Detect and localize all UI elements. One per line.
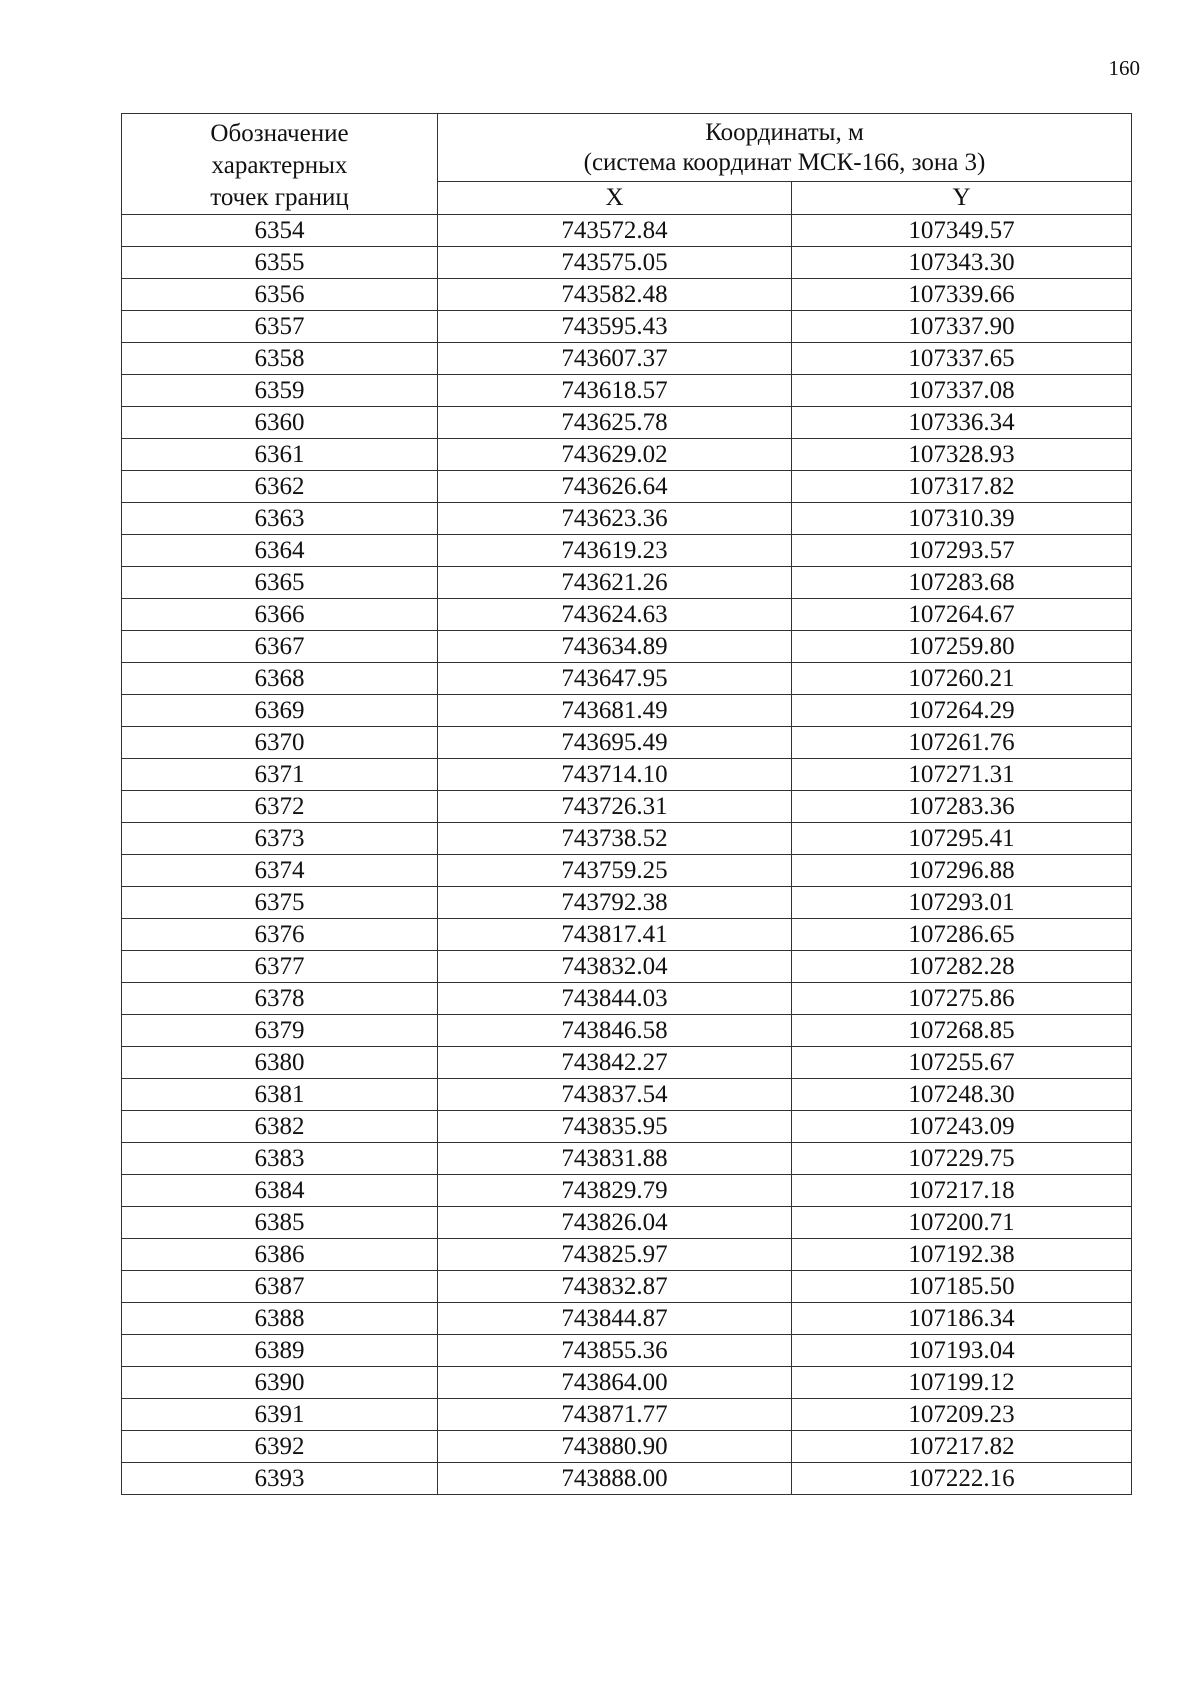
- x-coordinate-cell: 743629.02: [438, 439, 792, 471]
- x-coordinate-cell: 743714.10: [438, 759, 792, 791]
- point-id-cell: 6390: [122, 1367, 438, 1399]
- x-coordinate-cell: 743647.95: [438, 663, 792, 695]
- point-id-cell: 6355: [122, 247, 438, 279]
- x-coordinate-cell: 743607.37: [438, 343, 792, 375]
- table-row: [122, 1015, 1132, 1047]
- y-coordinate-cell: 107217.18: [792, 1175, 1132, 1207]
- table-row: [122, 695, 1132, 727]
- point-id-cell: 6366: [122, 599, 438, 631]
- x-coordinate-cell: 743759.25: [438, 855, 792, 887]
- point-id-cell: 6378: [122, 983, 438, 1015]
- point-id-cell: 6392: [122, 1431, 438, 1463]
- table-row: [122, 1239, 1132, 1271]
- point-id-cell: 6370: [122, 727, 438, 759]
- y-coordinate-cell: 107264.29: [792, 695, 1132, 727]
- x-coordinate-cell: 743825.97: [438, 1239, 792, 1271]
- point-id-cell: 6371: [122, 759, 438, 791]
- table-row: [122, 279, 1132, 311]
- table-row: [122, 343, 1132, 375]
- y-coordinate-cell: 107222.16: [792, 1463, 1132, 1495]
- x-coordinate-cell: 743871.77: [438, 1399, 792, 1431]
- x-coordinate-cell: 743842.27: [438, 1047, 792, 1079]
- table-row: [122, 1207, 1132, 1239]
- x-coordinate-cell: 743837.54: [438, 1079, 792, 1111]
- y-coordinate-cell: 107264.67: [792, 599, 1132, 631]
- y-coordinate-cell: 107243.09: [792, 1111, 1132, 1143]
- x-coordinate-cell: 743831.88: [438, 1143, 792, 1175]
- point-id-cell: 6372: [122, 791, 438, 823]
- x-coordinate-cell: 743624.63: [438, 599, 792, 631]
- table-row: [122, 311, 1132, 343]
- y-coordinate-cell: 107295.41: [792, 823, 1132, 855]
- point-id-cell: 6384: [122, 1175, 438, 1207]
- table-row: [122, 823, 1132, 855]
- y-coordinate-cell: 107293.57: [792, 535, 1132, 567]
- x-coordinate-cell: 743864.00: [438, 1367, 792, 1399]
- y-coordinate-cell: 107268.85: [792, 1015, 1132, 1047]
- x-coordinate-cell: 743844.03: [438, 983, 792, 1015]
- y-coordinate-cell: 107261.76: [792, 727, 1132, 759]
- x-coordinate-cell: 743855.36: [438, 1335, 792, 1367]
- point-id-cell: 6386: [122, 1239, 438, 1271]
- page-number: 160: [1108, 56, 1140, 80]
- table-row: [122, 983, 1132, 1015]
- table-row: [122, 1271, 1132, 1303]
- table-row: [122, 1143, 1132, 1175]
- point-id-cell: 6377: [122, 951, 438, 983]
- table-header: [122, 114, 1132, 215]
- x-coordinate-cell: 743829.79: [438, 1175, 792, 1207]
- y-coordinate-cell: 107259.80: [792, 631, 1132, 663]
- x-coordinate-cell: 743621.26: [438, 567, 792, 599]
- y-coordinate-cell: 107336.34: [792, 407, 1132, 439]
- point-id-cell: 6361: [122, 439, 438, 471]
- y-coordinate-cell: 107296.88: [792, 855, 1132, 887]
- x-coordinate-cell: 743634.89: [438, 631, 792, 663]
- table-row: [122, 631, 1132, 663]
- point-header-line: Обозначение: [210, 120, 349, 147]
- table-row: [122, 951, 1132, 983]
- y-coordinate-cell: 107337.65: [792, 343, 1132, 375]
- point-id-cell: 6365: [122, 567, 438, 599]
- y-coordinate-cell: 107293.01: [792, 887, 1132, 919]
- y-coordinate-cell: 107282.28: [792, 951, 1132, 983]
- x-coordinate-cell: 743619.23: [438, 535, 792, 567]
- table-row: [122, 1047, 1132, 1079]
- table-row: [122, 215, 1132, 247]
- x-coordinate-cell: 743738.52: [438, 823, 792, 855]
- table-row: [122, 663, 1132, 695]
- x-coordinate-cell: 743626.64: [438, 471, 792, 503]
- y-coordinate-cell: 107217.82: [792, 1431, 1132, 1463]
- table-row: [122, 471, 1132, 503]
- x-coordinate-cell: 743625.78: [438, 407, 792, 439]
- table-row: [122, 919, 1132, 951]
- point-id-cell: 6379: [122, 1015, 438, 1047]
- x-coordinate-cell: 743595.43: [438, 311, 792, 343]
- x-coordinate-cell: 743726.31: [438, 791, 792, 823]
- point-header-line: точек границ: [210, 184, 349, 211]
- point-header-line: характерных: [211, 152, 348, 179]
- point-id-cell: 6385: [122, 1207, 438, 1239]
- point-id-cell: 6387: [122, 1271, 438, 1303]
- y-coordinate-cell: 107209.23: [792, 1399, 1132, 1431]
- table-row: [122, 439, 1132, 471]
- table-row: [122, 759, 1132, 791]
- coordinates-table: [121, 113, 1132, 1495]
- table-row: [122, 503, 1132, 535]
- y-coordinate-cell: 107283.68: [792, 567, 1132, 599]
- x-coordinate-cell: 743832.04: [438, 951, 792, 983]
- table-row: [122, 1079, 1132, 1111]
- point-id-cell: 6369: [122, 695, 438, 727]
- point-id-cell: 6389: [122, 1335, 438, 1367]
- point-id-cell: 6362: [122, 471, 438, 503]
- x-coordinate-cell: 743880.90: [438, 1431, 792, 1463]
- table-row: [122, 1399, 1132, 1431]
- table-row: [122, 855, 1132, 887]
- y-coordinate-cell: 107275.86: [792, 983, 1132, 1015]
- table-row: [122, 1335, 1132, 1367]
- x-coordinate-cell: 743792.38: [438, 887, 792, 919]
- table-row: [122, 1303, 1132, 1335]
- y-coordinate-cell: 107185.50: [792, 1271, 1132, 1303]
- point-id-cell: 6359: [122, 375, 438, 407]
- table-row: [122, 727, 1132, 759]
- y-column-header: Y: [792, 182, 1132, 215]
- table-row: [122, 1463, 1132, 1495]
- table-row: [122, 791, 1132, 823]
- table-row: [122, 887, 1132, 919]
- y-coordinate-cell: 107339.66: [792, 279, 1132, 311]
- x-coordinate-cell: 743835.95: [438, 1111, 792, 1143]
- y-coordinate-cell: 107343.30: [792, 247, 1132, 279]
- point-id-cell: 6381: [122, 1079, 438, 1111]
- x-coordinate-cell: 743618.57: [438, 375, 792, 407]
- y-coordinate-cell: 107310.39: [792, 503, 1132, 535]
- x-column-header: X: [438, 182, 792, 215]
- point-id-cell: 6364: [122, 535, 438, 567]
- y-coordinate-cell: 107271.31: [792, 759, 1132, 791]
- point-id-cell: 6368: [122, 663, 438, 695]
- point-id-cell: 6356: [122, 279, 438, 311]
- point-id-cell: 6376: [122, 919, 438, 951]
- x-coordinate-cell: 743832.87: [438, 1271, 792, 1303]
- y-coordinate-cell: 107337.08: [792, 375, 1132, 407]
- y-coordinate-cell: 107260.21: [792, 663, 1132, 695]
- table-body: [122, 215, 1132, 1495]
- x-coordinate-cell: 743846.58: [438, 1015, 792, 1047]
- point-id-cell: 6357: [122, 311, 438, 343]
- point-id-cell: 6363: [122, 503, 438, 535]
- y-coordinate-cell: 107186.34: [792, 1303, 1132, 1335]
- point-id-cell: 6391: [122, 1399, 438, 1431]
- point-id-cell: 6360: [122, 407, 438, 439]
- y-coordinate-cell: 107317.82: [792, 471, 1132, 503]
- y-coordinate-cell: 107283.36: [792, 791, 1132, 823]
- point-id-cell: 6367: [122, 631, 438, 663]
- table-row: [122, 1111, 1132, 1143]
- point-id-cell: 6388: [122, 1303, 438, 1335]
- x-coordinate-cell: 743695.49: [438, 727, 792, 759]
- y-coordinate-cell: 107286.65: [792, 919, 1132, 951]
- y-coordinate-cell: 107193.04: [792, 1335, 1132, 1367]
- table-row: [122, 375, 1132, 407]
- point-id-cell: 6383: [122, 1143, 438, 1175]
- x-coordinate-cell: 743844.87: [438, 1303, 792, 1335]
- point-id-cell: 6354: [122, 215, 438, 247]
- table-row: [122, 1367, 1132, 1399]
- point-id-cell: 6375: [122, 887, 438, 919]
- point-id-cell: 6358: [122, 343, 438, 375]
- point-id-cell: 6382: [122, 1111, 438, 1143]
- x-coordinate-cell: 743888.00: [438, 1463, 792, 1495]
- table-row: [122, 1431, 1132, 1463]
- table-row: [122, 407, 1132, 439]
- coordinates-header-line: (система координат МСК-166, зона 3): [583, 148, 986, 176]
- point-id-cell: 6393: [122, 1463, 438, 1495]
- point-id-cell: 6374: [122, 855, 438, 887]
- x-coordinate-cell: 743575.05: [438, 247, 792, 279]
- point-id-cell: 6380: [122, 1047, 438, 1079]
- coordinates-header-line: Координаты, м: [705, 118, 864, 146]
- x-coordinate-cell: 743826.04: [438, 1207, 792, 1239]
- y-coordinate-cell: 107199.12: [792, 1367, 1132, 1399]
- x-coordinate-cell: 743572.84: [438, 215, 792, 247]
- y-coordinate-cell: 107200.71: [792, 1207, 1132, 1239]
- y-coordinate-cell: 107192.38: [792, 1239, 1132, 1271]
- y-coordinate-cell: 107349.57: [792, 215, 1132, 247]
- coordinates-header: [438, 114, 1132, 182]
- table-row: [122, 599, 1132, 631]
- y-coordinate-cell: 107248.30: [792, 1079, 1132, 1111]
- x-coordinate-cell: 743681.49: [438, 695, 792, 727]
- y-coordinate-cell: 107255.67: [792, 1047, 1132, 1079]
- table-row: [122, 567, 1132, 599]
- table-row: [122, 247, 1132, 279]
- table-row: [122, 535, 1132, 567]
- x-coordinate-cell: 743582.48: [438, 279, 792, 311]
- y-coordinate-cell: 107229.75: [792, 1143, 1132, 1175]
- x-coordinate-cell: 743623.36: [438, 503, 792, 535]
- point-id-cell: 6373: [122, 823, 438, 855]
- y-coordinate-cell: 107328.93: [792, 439, 1132, 471]
- x-coordinate-cell: 743817.41: [438, 919, 792, 951]
- table-row: [122, 1175, 1132, 1207]
- y-coordinate-cell: 107337.90: [792, 311, 1132, 343]
- header-row-top: [122, 114, 1132, 182]
- point-designation-header: [122, 114, 438, 215]
